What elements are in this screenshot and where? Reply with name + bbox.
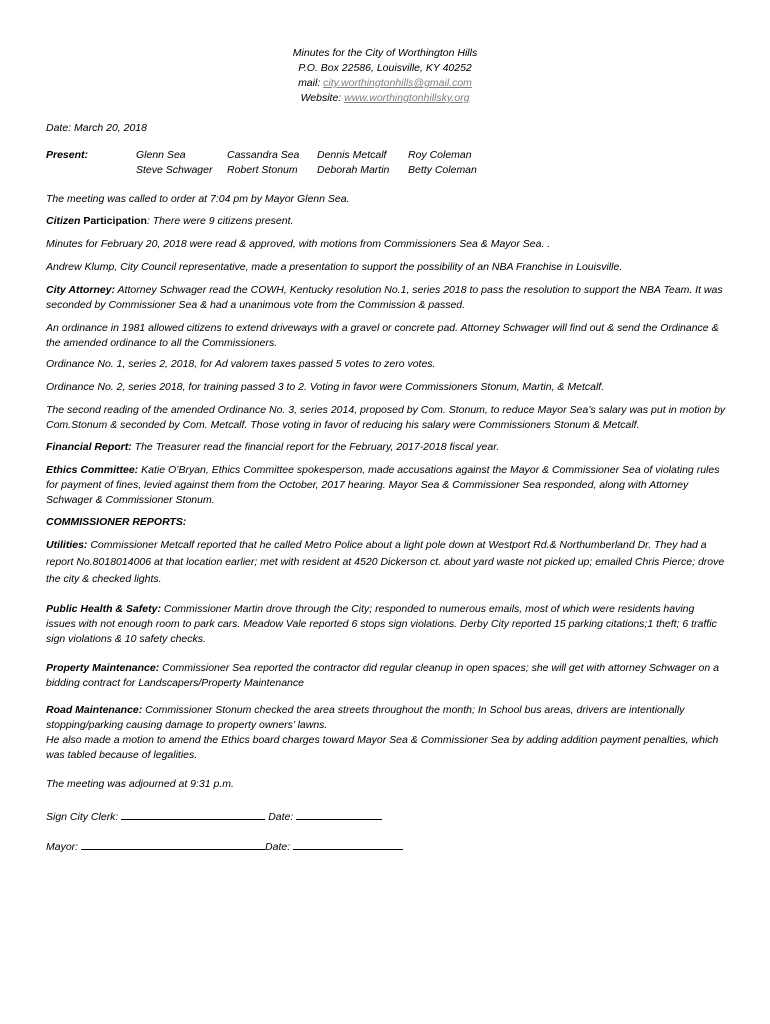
attendee: Cassandra Sea [227, 149, 300, 161]
attendee: Glenn Sea [136, 149, 186, 161]
header-website [0, 91, 770, 106]
city-attorney-text: Attorney Schwager read the COWH, Kentucky resolution No.1, series 2018 to pass the resolution to support the NBA Team. It was seconded by Commissioner Sea & had a unanimous vote from the Commission & passed. [46, 284, 723, 311]
property-maintenance-report [46, 661, 726, 691]
meeting-date: Date: March 20, 2018 [46, 122, 147, 134]
ordinance-1: Ordinance No. 1, series 2, 2018, for Ad valorem taxes passed 5 votes to zero votes. [46, 358, 436, 370]
header-address: P.O. Box 22586, Louisville, KY 40252 [298, 62, 472, 74]
road-label: Road Maintenance: [46, 704, 143, 716]
road-maintenance-report [46, 703, 726, 763]
ordinance-3: The second reading of the amended Ordinance No. 3, series 2014, proposed by Com. Stonum, to reduce Mayor Sea’s salary was put in motion by Com.Stonum & seconded by Com. Metcalf. Those voting in favor of reducing his salary were Commissioners Stonum & Metcalf. [46, 404, 726, 431]
website-label: Website: [300, 92, 342, 104]
attendee: Betty Coleman [408, 164, 477, 176]
clerk-date-blank[interactable] [296, 808, 382, 820]
attendee: Deborah Martin [317, 164, 390, 176]
financial-report [46, 440, 726, 455]
citizen-label: Citizen [46, 215, 81, 227]
ordinance-1981: An ordinance in 1981 allowed citizens to extend driveways with a gravel or concrete pad. Attorney Schwager will find out & send the Ordinance & the amended ordinance to all the Commissioners. [46, 322, 719, 349]
citizen-participation [46, 214, 726, 229]
public-health-label: Public Health & Safety: [46, 603, 161, 615]
adjourned: The meeting was adjourned at 9:31 p.m. [46, 778, 234, 790]
klump-presentation: Andrew Klump, City Council representative, made a presentation to support the possibility of an NBA Franchise in Louisville. [46, 261, 623, 273]
clerk-date-label: Date: [268, 811, 294, 823]
attendee: Steve Schwager [136, 164, 213, 176]
city-attorney-section [46, 283, 726, 313]
road-text: Commissioner Stonum checked the area streets throughout the month; In School bus areas, drivers are intentionally stopping/parking causing damage to property owners’ lawns. [46, 704, 685, 731]
document-header [0, 46, 770, 106]
ordinance-2: Ordinance No. 2, series 2018, for training passed 3 to 2. Voting in favor were Commissioners Stonum, Martin, & Metcalf. [46, 381, 605, 393]
utilities-text: Commissioner Metcalf reported that he called Metro Police about a light pole down at Westport Rd.& Northumberland Dr. They had a report No.8018014006 at that location earlier; met with resident at 4520 Dickerson ct. about yard waste not picked up; emailed Chris Pierce; drove the city & checked lights. [46, 539, 725, 585]
city-attorney-label: City Attorney: [46, 284, 116, 296]
header-mail [0, 76, 770, 91]
ethics-label: Ethics Committee: [46, 464, 139, 476]
present-label: Present: [46, 149, 89, 161]
called-to-order: The meeting was called to order at 7:04 pm by Mayor Glenn Sea. [46, 193, 350, 205]
present-col-4 [408, 148, 477, 178]
property-text: Commissioner Sea reported the contractor did regular cleanup in open spaces; she will get with attorney Schwager on a bidding contract for Landscapers/Property Maintenance [46, 662, 719, 689]
mail-label: mail: [298, 77, 321, 89]
attendee: Roy Coleman [408, 149, 472, 161]
commissioner-reports-heading: COMMISSIONER REPORTS: [46, 516, 187, 528]
public-health-report [46, 602, 726, 647]
mayor-label: Mayor: [46, 841, 79, 853]
road-motion-text: He also made a motion to amend the Ethics board charges toward Mayor Sea & Commissioner Sea by adding addition payment penalties, which was tabled because of legalities. [46, 734, 719, 761]
website-link[interactable]: www.worthingtonhillsky.org [344, 92, 470, 104]
mayor-signature-blank[interactable] [81, 838, 265, 850]
utilities-label: Utilities: [46, 539, 88, 551]
header-title: Minutes for the City of Worthington Hills [292, 47, 478, 59]
present-col-3 [317, 148, 389, 178]
utilities-report [46, 537, 726, 588]
mail-link[interactable]: city.worthingtonhills@gmail.com [323, 77, 472, 89]
participation-label: Participation [80, 215, 147, 227]
attendee: Robert Stonum [227, 164, 298, 176]
attendee: Dennis Metcalf [317, 149, 387, 161]
mayor-signature-line [46, 838, 726, 855]
minutes-approved: Minutes for February 20, 2018 were read & approved, with motions from Commissioners Sea & Mayor Sea. . [46, 238, 551, 250]
ethics-committee [46, 463, 726, 508]
clerk-signature-line [46, 808, 726, 825]
public-health-text: Commissioner Martin drove through the City; responded to numerous emails, most of which were residents having issues with not enough room to park cars. Meadow Vale reported 6 stops sign violations. Derby City reported 15 parking citations;1 theft; 6 traffic sign violations & 10 safety checks. [46, 603, 717, 645]
clerk-signature-blank[interactable] [121, 808, 265, 820]
present-col-1 [136, 148, 212, 178]
present-col-2 [227, 148, 299, 178]
financial-text: The Treasurer read the financial report for the February, 2017-2018 fiscal year. [131, 441, 500, 453]
ethics-text: Katie O’Bryan, Ethics Committee spokesperson, made accusations against the Mayor & Commissioner Sea of violating rules for payment of fines, levied against them from the October, 2017 hearing. Mayor Sea & Commissioner Sea responded, along with Attorney Schwager & Commissioner Stonum. [46, 464, 720, 506]
property-label: Property Maintenance: [46, 662, 160, 674]
financial-label: Financial Report: [46, 441, 132, 453]
citizen-text: : There were 9 citizens present. [146, 215, 294, 227]
clerk-label: Sign City Clerk: [46, 811, 119, 823]
mayor-date-label: Date: [265, 841, 291, 853]
mayor-date-blank[interactable] [293, 838, 403, 850]
